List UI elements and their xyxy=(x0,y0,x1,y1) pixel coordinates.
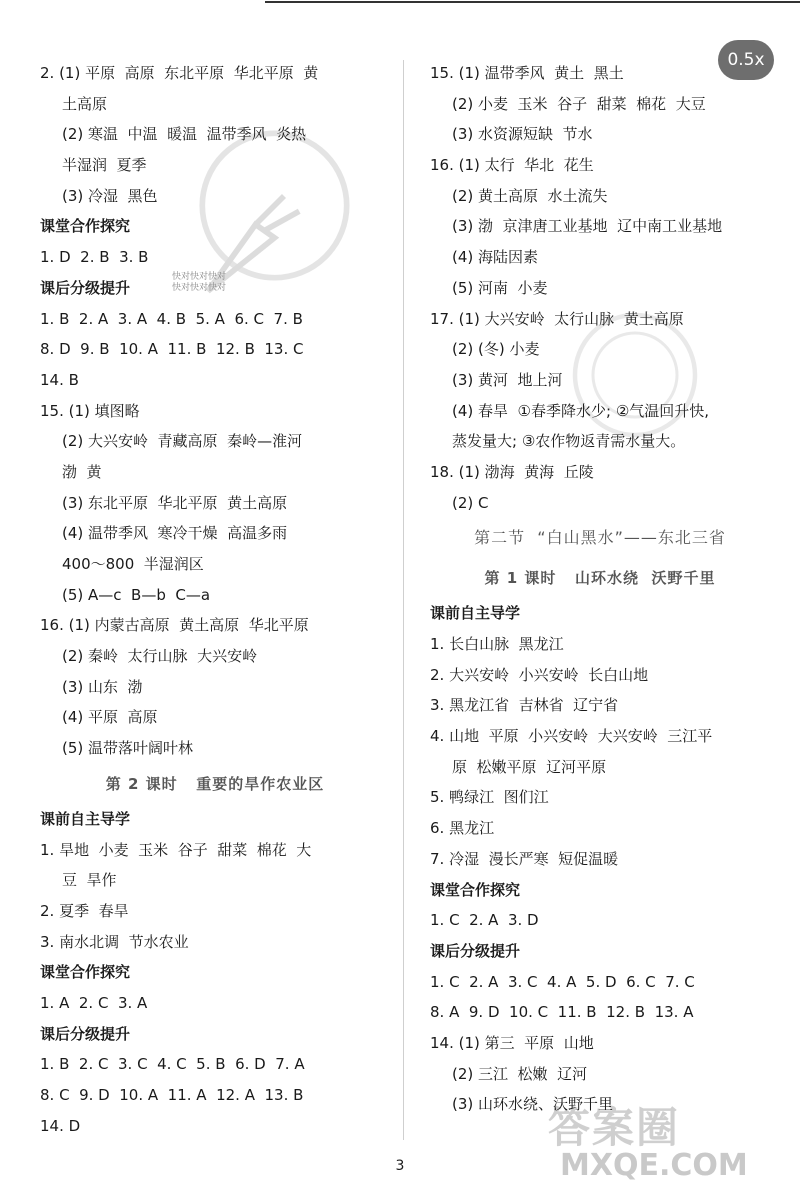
answer-line: (4) 春旱 ①春季降水少; ②气温回升快, xyxy=(452,401,710,420)
lesson-title: 第 2 课时 重要的旱作农业区 xyxy=(105,774,325,793)
answer-line: 2. (1) 平原 高原 东北平原 华北平原 黄 xyxy=(40,64,319,82)
answer-line: (4) 温带季风 寒冷干燥 高温多雨 xyxy=(62,524,288,543)
answer-line: 1. 旱地 小麦 玉米 谷子 甜菜 棉花 大 xyxy=(40,840,312,859)
answer-line: (5) A—c B—b C—a xyxy=(62,585,211,604)
answer-line: 1. B 2. A 3. A 4. B 5. A 6. C 7. B xyxy=(40,309,303,328)
watermark-small-text: 快对快对快对 快对快对快对 xyxy=(172,272,227,293)
answer-line: 14. (1) 第三 平原 山地 xyxy=(430,1033,594,1052)
answer-line: (3) 冷湿 黑色 xyxy=(62,186,158,205)
section-heading: 课后分级提升 xyxy=(40,278,131,297)
answer-line: 渤 黄 xyxy=(62,462,102,481)
answer-line: 原 松嫩平原 辽河平原 xyxy=(452,757,607,776)
section-heading: 课后分级提升 xyxy=(40,1024,131,1043)
answer-line: 1. B 2. C 3. C 4. C 5. B 6. D 7. A xyxy=(40,1055,305,1074)
answer-line: (2) (冬) 小麦 xyxy=(452,340,540,359)
answer-line: (3) 渤 京津唐工业基地 辽中南工业基地 xyxy=(452,217,723,236)
answer-line: 8. D 9. B 10. A 11. B 12. B 13. C xyxy=(40,340,304,359)
lesson-title: 第二节 “白山黑水”——东北三省 xyxy=(474,528,726,548)
answer-line: (3) 水资源短缺 节水 xyxy=(452,125,593,144)
answer-line: (2) 三江 松嫩 辽河 xyxy=(452,1064,588,1083)
answer-line: 2. 夏季 春旱 xyxy=(40,901,129,920)
answer-line: (3) 山环水绕、沃野千里 xyxy=(452,1095,614,1114)
bottom-watermark-url: MXQE.COM xyxy=(560,1148,748,1183)
answer-line: 16. (1) 内蒙古高原 黄土高原 华北平原 xyxy=(40,616,309,635)
answer-line: 18. (1) 渤海 黄海 丘陵 xyxy=(430,462,594,481)
section-heading: 课堂合作探究 xyxy=(430,880,521,899)
page-number: 3 xyxy=(395,1158,405,1174)
right-answer-column xyxy=(430,58,770,1120)
answer-line: (2) 黄土高原 水土流失 xyxy=(452,186,608,205)
answer-line: (2) 大兴安岭 青藏高原 秦岭—淮河 xyxy=(62,432,303,451)
column-divider xyxy=(403,60,404,1140)
answer-line: (4) 海陆因素 xyxy=(452,248,539,267)
answer-line: 半湿润 夏季 xyxy=(62,156,147,175)
answer-line: 14. D xyxy=(40,1116,81,1135)
answer-line: (2) 秦岭 太行山脉 大兴安岭 xyxy=(62,647,258,666)
answer-line: 土高原 xyxy=(62,94,108,113)
answer-line: 8. C 9. D 10. A 11. A 12. A 13. B xyxy=(40,1086,304,1104)
answer-line: (4) 平原 高原 xyxy=(62,708,158,727)
answer-line: 8. A 9. D 10. C 11. B 12. B 13. A xyxy=(430,1003,694,1022)
playback-speed-button[interactable]: 0.5x xyxy=(718,40,774,80)
answer-line: 3. 黑龙江省 吉林省 辽宁省 xyxy=(430,696,619,715)
answer-line: (2) 小麦 玉米 谷子 甜菜 棉花 大豆 xyxy=(452,94,706,113)
section-heading: 课堂合作探究 xyxy=(40,963,131,982)
answer-line: 1. C 2. A 3. D xyxy=(430,911,539,930)
answer-line: 6. 黑龙江 xyxy=(430,819,495,838)
answer-line: (3) 黄河 地上河 xyxy=(452,370,563,389)
left-answer-column xyxy=(40,58,390,1141)
answer-line: 2. 大兴安岭 小兴安岭 长白山地 xyxy=(430,665,649,684)
answer-line: (2) 寒温 中温 暖温 温带季风 炎热 xyxy=(62,125,307,144)
section-heading: 课前自主导学 xyxy=(40,809,131,828)
answer-line: 1. C 2. A 3. C 4. A 5. D 6. C 7. C xyxy=(430,972,695,991)
top-rule xyxy=(265,1,800,3)
answer-line: 豆 旱作 xyxy=(62,871,117,890)
answer-line: 400～800 半湿润区 xyxy=(62,555,204,573)
answer-line: 15. (1) 填图略 xyxy=(40,401,140,420)
answer-line: 15. (1) 温带季风 黄土 黑土 xyxy=(430,64,624,82)
answer-line: (3) 山东 渤 xyxy=(62,677,143,696)
answer-line: 1. A 2. C 3. A xyxy=(40,993,148,1012)
answer-line: (2) C xyxy=(452,493,489,512)
bottom-watermark-brand: 答案圈 xyxy=(548,1103,681,1152)
answer-line: 5. 鸭绿江 图们江 xyxy=(430,788,549,807)
answer-line: 7. 冷湿 漫长严寒 短促温暖 xyxy=(430,849,619,868)
lesson-title: 第 1 课时 山环水绕 沃野千里 xyxy=(484,569,716,588)
section-heading: 课堂合作探究 xyxy=(40,217,131,236)
answer-line: (3) 东北平原 华北平原 黄土高原 xyxy=(62,493,288,512)
answer-line: 1. D 2. B 3. B xyxy=(40,248,149,267)
answer-line: 16. (1) 太行 华北 花生 xyxy=(430,156,594,175)
answer-line: (5) 河南 小麦 xyxy=(452,278,548,297)
answer-line: 14. B xyxy=(40,370,79,389)
answer-line: (5) 温带落叶阔叶林 xyxy=(62,739,194,758)
section-heading: 课后分级提升 xyxy=(430,941,521,960)
answer-line: 4. 山地 平原 小兴安岭 大兴安岭 三江平 xyxy=(430,727,713,746)
answer-line: 17. (1) 大兴安岭 太行山脉 黄土高原 xyxy=(430,309,684,328)
answer-line: 蒸发量大; ③农作物返青需水量大。 xyxy=(452,432,686,451)
answer-line: 1. 长白山脉 黑龙江 xyxy=(430,635,564,653)
answer-line: 3. 南水北调 节水农业 xyxy=(40,932,189,951)
section-heading: 课前自主导学 xyxy=(430,604,521,623)
